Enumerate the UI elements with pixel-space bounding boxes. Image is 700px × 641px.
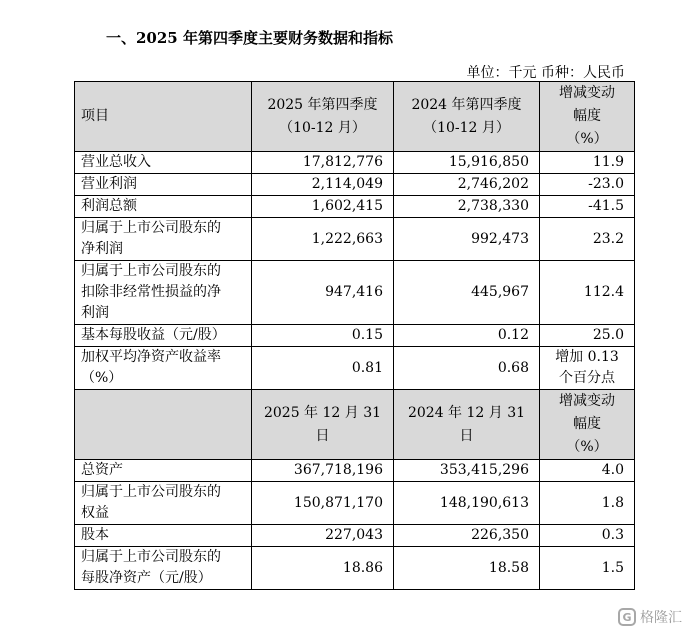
header-change-cell: 增减变动 幅度 （%） (540, 390, 635, 460)
header-current-period-cell: 2025 年第四季度 （10-12 月） (252, 82, 394, 152)
header-item-cell (75, 390, 252, 460)
row-change-value: 11.9 (540, 152, 635, 174)
row-label: 总资产 (75, 460, 252, 482)
row-label: 归属于上市公司股东的 每股净资产（元/股） (75, 547, 252, 590)
row-change-value: 0.3 (540, 525, 635, 547)
row-label: 利润总额 (75, 196, 252, 218)
table-row (75, 460, 635, 482)
row-prior-value: 2,746,202 (394, 174, 540, 196)
row-current-value: 367,718,196 (252, 460, 394, 482)
row-prior-value: 18.58 (394, 547, 540, 590)
row-label: 加权平均净资产收益率 （%） (75, 347, 252, 390)
row-prior-value: 445,967 (394, 261, 540, 325)
row-label: 营业利润 (75, 174, 252, 196)
financial-data-table (74, 81, 635, 590)
row-current-value: 1,222,663 (252, 218, 394, 261)
row-change-value: 23.2 (540, 218, 635, 261)
row-label: 营业总收入 (75, 152, 252, 174)
row-prior-value: 353,415,296 (394, 460, 540, 482)
row-label: 归属于上市公司股东的 净利润 (75, 218, 252, 261)
header-current-period-cell: 2025 年 12 月 31 日 (252, 390, 394, 460)
table-row (75, 547, 635, 590)
row-change-value: 112.4 (540, 261, 635, 325)
unit-currency-line: 单位：千元 币种：人民币 (466, 65, 625, 81)
section-title: 一、2025 年第四季度主要财务数据和指标 (106, 29, 393, 47)
row-current-value: 1,602,415 (252, 196, 394, 218)
gelonghui-logo-icon: G (618, 608, 636, 626)
header-prior-period-cell: 2024 年 12 月 31 日 (394, 390, 540, 460)
row-prior-value: 2,738,330 (394, 196, 540, 218)
header-item-cell: 项目 (75, 82, 252, 152)
row-label: 股本 (75, 525, 252, 547)
watermark-text: 格隆汇 (640, 610, 682, 626)
row-current-value: 2,114,049 (252, 174, 394, 196)
table-header-row (75, 82, 635, 152)
row-prior-value: 0.12 (394, 325, 540, 347)
row-change-value: 25.0 (540, 325, 635, 347)
table-row (75, 347, 635, 390)
row-label: 归属于上市公司股东的 扣除非经常性损益的净 利润 (75, 261, 252, 325)
row-change-value: 1.5 (540, 547, 635, 590)
table-row (75, 525, 635, 547)
row-change-value: -23.0 (540, 174, 635, 196)
row-current-value: 0.15 (252, 325, 394, 347)
row-change-value: 1.8 (540, 482, 635, 525)
row-current-value: 0.81 (252, 347, 394, 390)
table-row (75, 196, 635, 218)
row-change-value: 4.0 (540, 460, 635, 482)
row-prior-value: 15,916,850 (394, 152, 540, 174)
header-prior-period-cell: 2024 年第四季度 （10-12 月） (394, 82, 540, 152)
header-change-cell: 增减变动 幅度 （%） (540, 82, 635, 152)
table-row (75, 261, 635, 325)
table-row (75, 482, 635, 525)
table-row (75, 174, 635, 196)
row-prior-value: 148,190,613 (394, 482, 540, 525)
table-row (75, 218, 635, 261)
table-header-row (75, 390, 635, 460)
row-change-value: 增加 0.13 个百分点 (540, 347, 635, 390)
watermark (618, 607, 682, 627)
row-current-value: 18.86 (252, 547, 394, 590)
row-change-value: -41.5 (540, 196, 635, 218)
row-prior-value: 226,350 (394, 525, 540, 547)
table-row (75, 152, 635, 174)
row-prior-value: 0.68 (394, 347, 540, 390)
row-prior-value: 992,473 (394, 218, 540, 261)
row-current-value: 17,812,776 (252, 152, 394, 174)
table-row (75, 325, 635, 347)
row-label: 归属于上市公司股东的 权益 (75, 482, 252, 525)
row-current-value: 947,416 (252, 261, 394, 325)
row-current-value: 150,871,170 (252, 482, 394, 525)
row-label: 基本每股收益（元/股） (75, 325, 252, 347)
row-current-value: 227,043 (252, 525, 394, 547)
